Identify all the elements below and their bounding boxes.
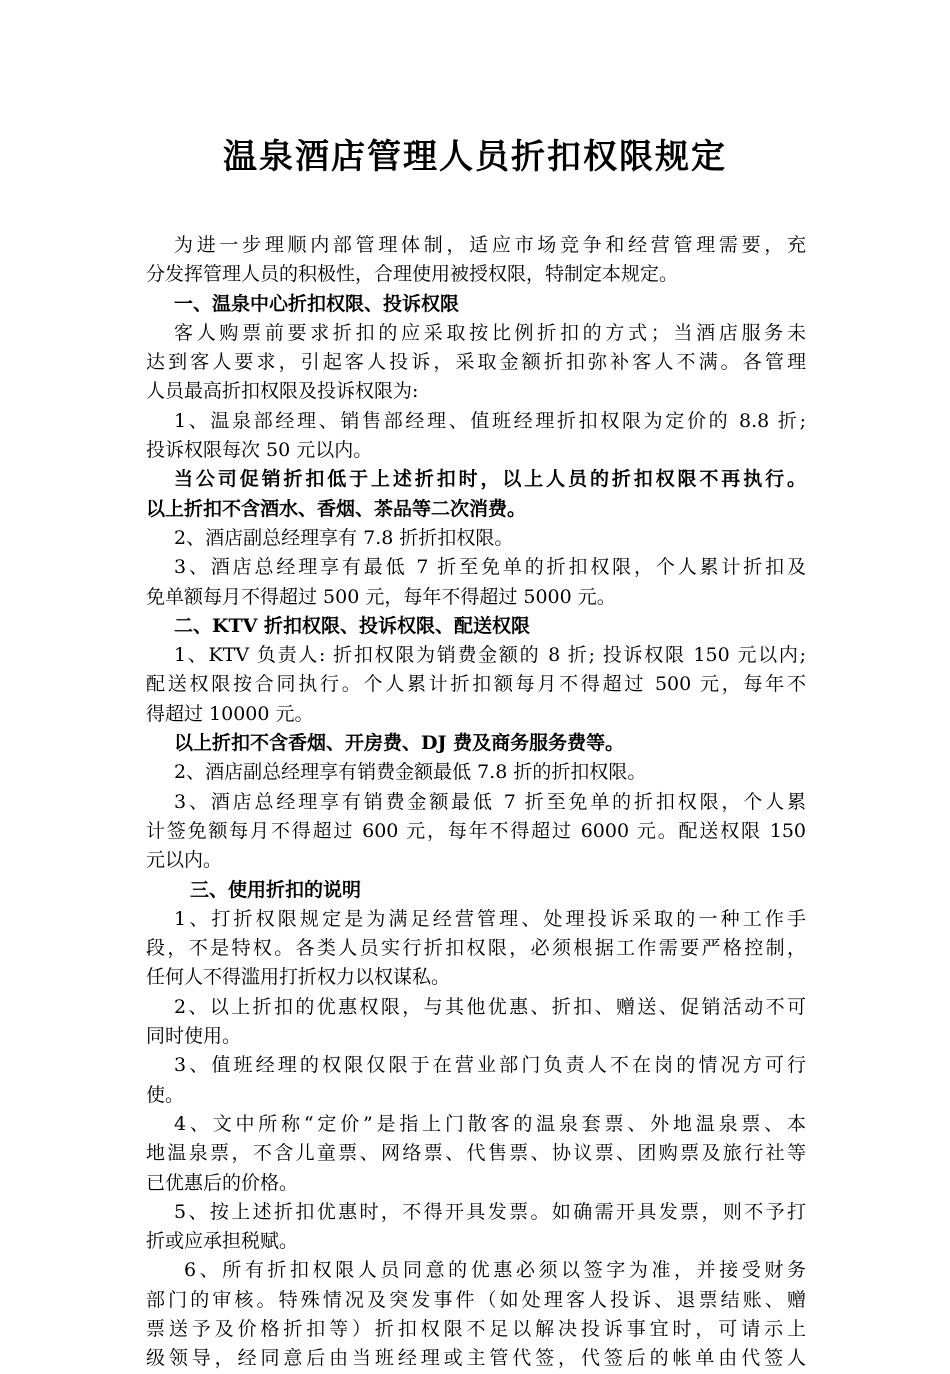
paragraph-line: 2、酒店副总经理享有销费金额最低 7.8 折的折扣权限。 (174, 761, 647, 784)
paragraph-line: 达到客人要求，引起客人投诉，采取金额折扣弥补客人不满。各管理 (146, 351, 806, 374)
paragraph-line: 2、以上折扣的优惠权限，与其他优惠、折扣、赠送、促销活动不可 (174, 995, 806, 1018)
paragraph-line: 任何人不得滥用打折权力以权谋私。 (146, 966, 451, 989)
document-title: 温泉酒店管理人员折扣权限规定 (223, 137, 727, 177)
paragraph-line: 得超过 10000 元。 (146, 702, 314, 725)
section-heading-line: 当公司促销折扣低于上述折扣时，以上人员的折扣权限不再执行。 (174, 468, 806, 491)
paragraph-line: 6、所有折扣权限人员同意的优惠必须以签字为准，并接受财务 (184, 1259, 806, 1282)
paragraph-line: 投诉权限每次 50 元以内。 (146, 439, 373, 462)
section-heading-line: 以上折扣不含香烟、开房费、DJ 费及商务服务费等。 (174, 732, 625, 755)
paragraph-line: 免单额每月不得超过 500 元，每年不得超过 5000 元。 (146, 585, 616, 608)
paragraph-line: 3、酒店总经理享有最低 7 折至免单的折扣权限，个人累计折扣及 (174, 556, 806, 579)
paragraph-line: 级领导，经同意后由当班经理或主管代签，代签后的帐单由代签人 (146, 1347, 806, 1370)
paragraph-line: 地温泉票，不含儿童票、网络票、代售票、协议票、团购票及旅行社等 (146, 1142, 806, 1165)
paragraph-line: 段，不是特权。各类人员实行折扣权限，必须根据工作需要严格控制， (146, 937, 806, 960)
paragraph-line: 3、酒店总经理享有销费金额最低 7 折至免单的折扣权限，个人累 (174, 790, 806, 813)
paragraph-line: 2、酒店副总经理享有 7.8 折折扣权限。 (174, 526, 514, 549)
paragraph-line: 人员最高折扣权限及投诉权限为: (146, 380, 419, 403)
paragraph-line: 1、KTV 负责人: 折扣权限为销费金额的 8 折; 投诉权限 150 元以内; (174, 644, 806, 667)
paragraph-line: 计签免额每月不得超过 600 元，每年不得超过 6000 元。配送权限 150 (146, 819, 806, 842)
paragraph-line: 1、温泉部经理、销售部经理、值班经理折扣权限为定价的 8.8 折; (174, 409, 806, 432)
paragraph-line: 折或应承担税赋。 (146, 1230, 299, 1253)
paragraph-line: 元以内。 (146, 849, 223, 872)
paragraph-line: 4、文中所称“定价”是指上门散客的温泉套票、外地温泉票、本 (174, 1112, 806, 1135)
paragraph-line: 3、值班经理的权限仅限于在营业部门负责人不在岗的情况方可行 (174, 1054, 806, 1077)
paragraph-line: 5、按上述折扣优惠时，不得开具发票。如确需开具发票，则不予打 (174, 1200, 806, 1223)
section-heading-line: 三、使用折扣的说明 (190, 878, 362, 901)
paragraph-line: 1、打折权限规定是为满足经营管理、处理投诉采取的一种工作手 (174, 907, 806, 930)
paragraph-line: 客人购票前要求折扣的应采取按比例折扣的方式；当酒店服务未 (174, 321, 806, 344)
section-heading-line: 二、KTV 折扣权限、投诉权限、配送权限 (174, 614, 531, 637)
paragraph-line: 部门的审核。特殊情况及突发事件（如处理客人投诉、退票结账、赠 (146, 1288, 806, 1311)
section-heading-line: 一、温泉中心折扣权限、投诉权限 (174, 292, 460, 315)
paragraph-line: 分发挥管理人员的积极性，合理使用被授权限，特制定本规定。 (146, 263, 679, 286)
paragraph-line: 票送予及价格折扣等）折扣权限不足以解决投诉事宜时，可请示上 (146, 1317, 806, 1340)
paragraph-line: 同时使用。 (146, 1025, 242, 1048)
section-heading-line: 以上折扣不含酒水、香烟、茶品等二次消费。 (146, 497, 527, 520)
paragraph-line: 为进一步理顺内部管理体制，适应市场竞争和经营管理需要，充 (174, 234, 806, 256)
paragraph-line: 已优惠后的价格。 (146, 1171, 299, 1194)
paragraph-line: 配送权限按合同执行。个人累计折扣额每月不得超过 500 元，每年不 (146, 673, 806, 696)
paragraph-line: 使。 (146, 1083, 185, 1106)
document-body (146, 231, 806, 1374)
